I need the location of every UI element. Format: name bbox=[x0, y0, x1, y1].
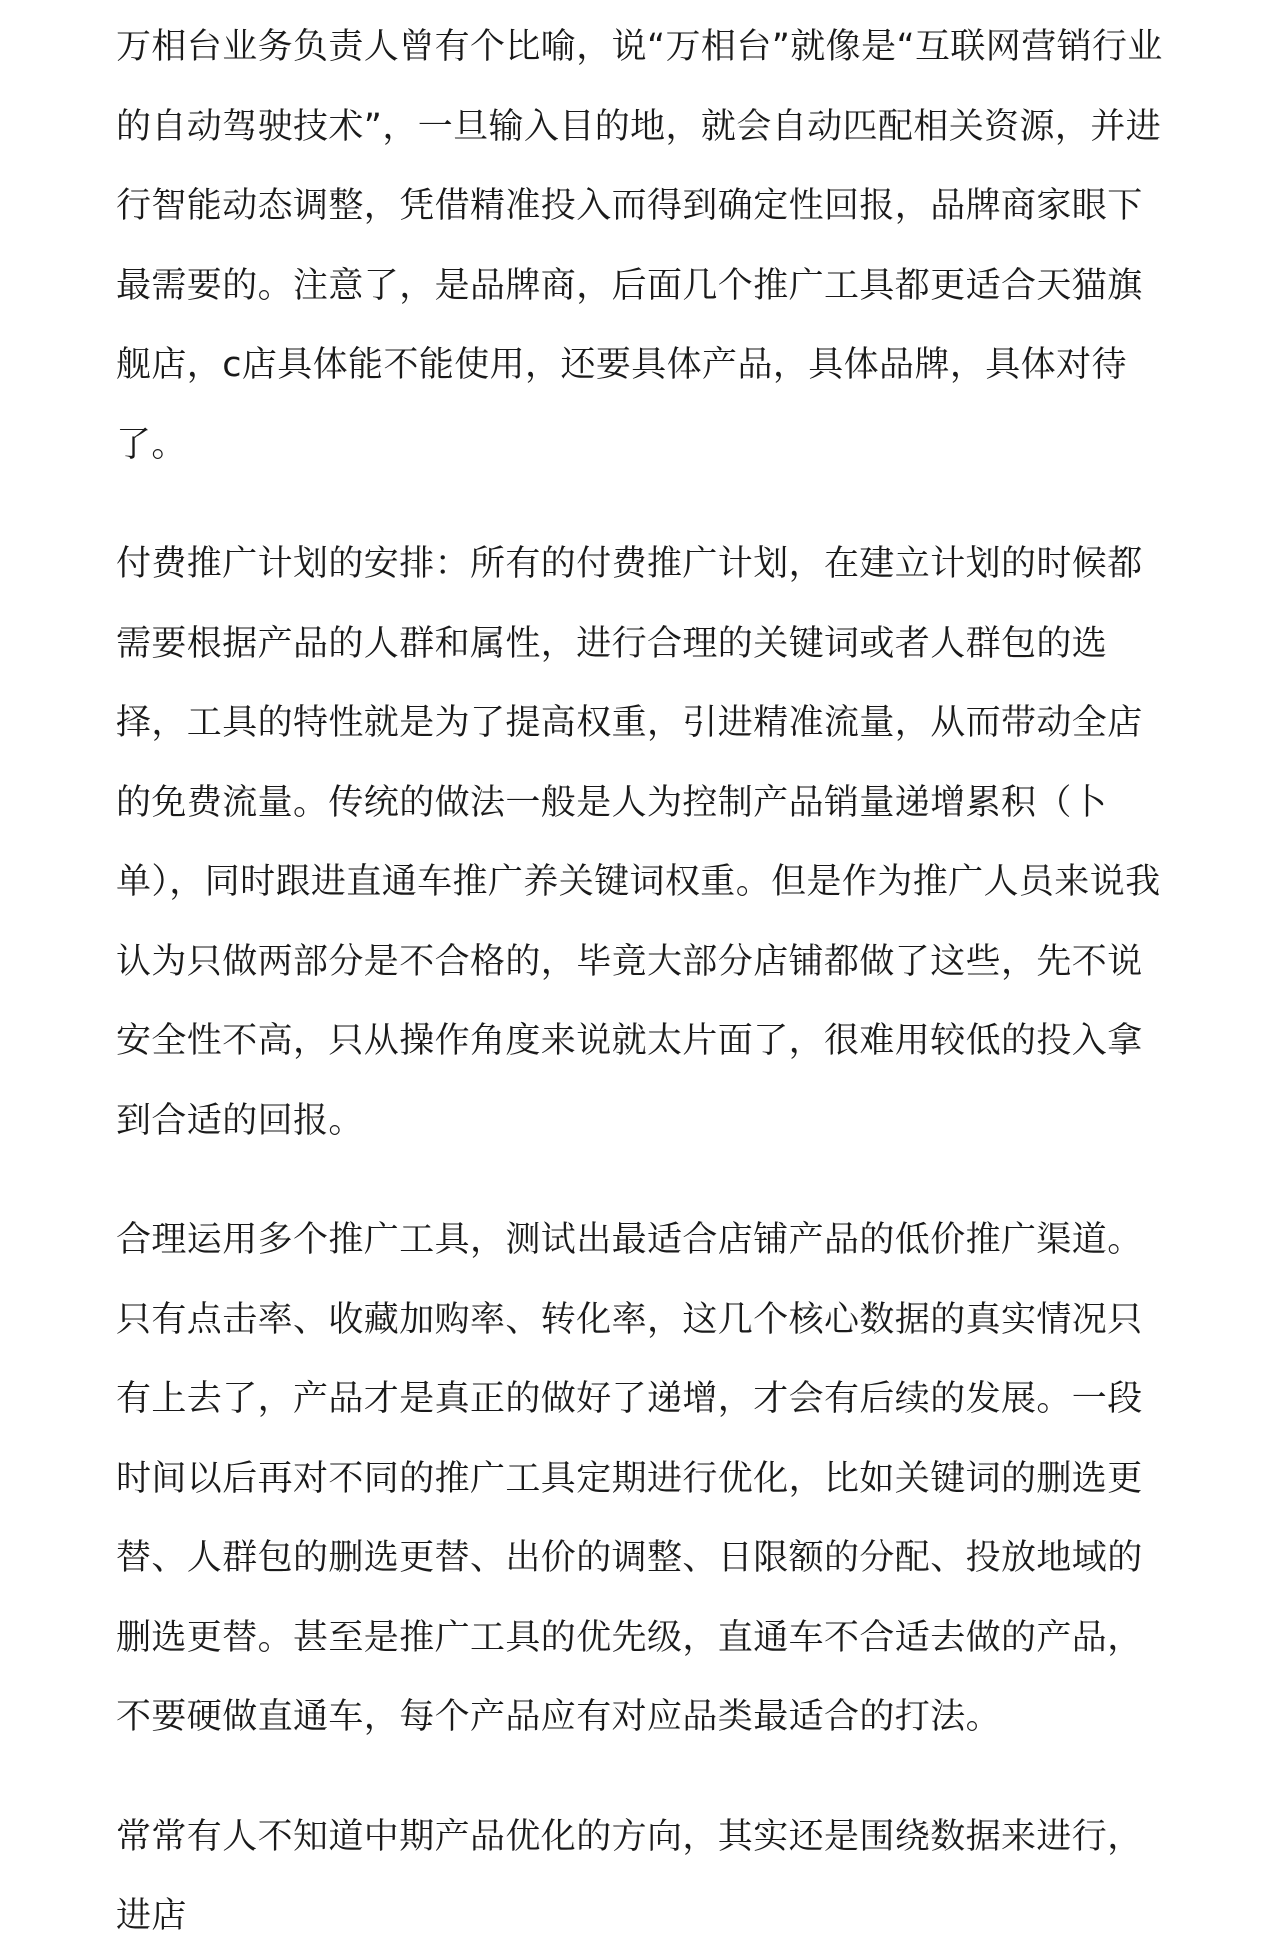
article-body bbox=[116, 8, 1176, 1957]
paragraph-mid-term-optimization: 常常有人不知道中期产品优化的方向，其实还是围绕数据来进行，进店 bbox=[116, 1816, 1143, 1936]
paragraph-paid-promotion-plan: 付费推广计划的安排：所有的付费推广计划，在建立计划的时候都需要根据产品的人群和属性，进行合理的关键词或者人群包的选择，工具的特性就是为了提高权重，引进精准流量，从而带动全店的免费流量。传统的做法一般是人为控制产品销量递增累积（卜单），同时跟进直通车推广养关键词权重。但是作为推广人员来说我认为只做两部分是不合格的，毕竟大部分店铺都做了这些，先不说安全性不高，只从操作角度来说就太片面了，很难用较低的投入拿到合适的回报。 bbox=[116, 544, 1161, 1141]
paragraph-multiple-promotion-tools: 合理运用多个推广工具，测试出最适合店铺产品的低价推广渠道。只有点击率、收藏加购率、转化率，这几个核心数据的真实情况只有上去了，产品才是真正的做好了递增，才会有后续的发展。一段时间以后再对不同的推广工具定期进行优化，比如关键词的删选更替、人群包的删选更替、出价的调整、日限额的分配、投放地域的删选更替。甚至是推广工具的优先级，直通车不合适去做的产品，不要硬做直通车，每个产品应有对应品类最适合的打法。 bbox=[116, 1220, 1143, 1737]
paragraph-wanxiangtai: 万相台业务负责人曾有个比喻，说“万相台”就像是“互联网营销行业的自动驾驶技术”，一旦输入目的地，就会自动匹配相关资源，并进行智能动态调整，凭借精准投入而得到确定性回报，品牌商家眼下最需要的。注意了，是品牌商，后面几个推广工具都更适合天猫旗舰店，c店具体能不能使用，还要具体产品，具体品牌，具体对待了。 bbox=[116, 27, 1163, 465]
